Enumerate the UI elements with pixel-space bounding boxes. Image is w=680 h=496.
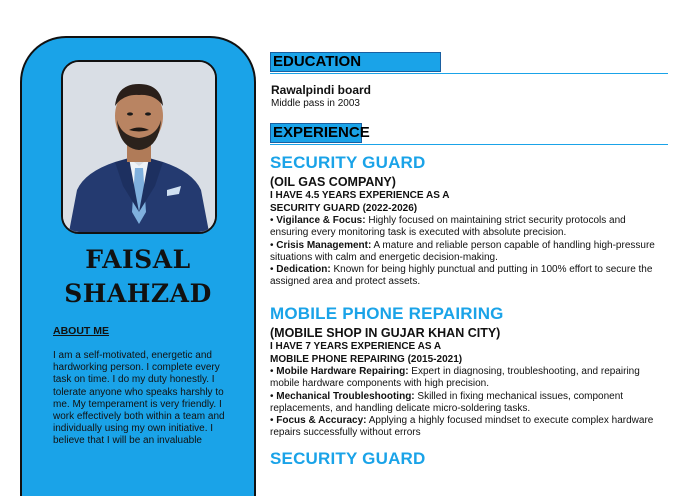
experience-heading: EXPERIENCE (270, 123, 362, 143)
bullet-label: Crisis Management: (276, 239, 372, 251)
name-first: FAISAL (85, 245, 191, 274)
job-title: SECURITY GUARD (270, 449, 426, 468)
profile-photo (61, 60, 217, 234)
job-experience-line: MOBILE PHONE REPAIRING (2015-2021) (270, 353, 463, 365)
bullet-text: Highly focused on maintaining strict security protocols and ensuring every monitoring task is executed with absolute precision. (270, 215, 626, 239)
job-company: (OIL GAS COMPANY) (270, 175, 396, 189)
bullet-text: Applying a highly focused mindset to execute complex hardware repairs successfully without errors (270, 415, 654, 439)
job-bullet: • Crisis Management: A mature and reliable person capable of handling high-pressure situations with calm and energetic decision-making. (270, 239, 655, 263)
job-bullet: • Focus & Accuracy: Applying a highly focused mindset to execute complex hardware repairs successfully without errors (270, 415, 654, 439)
bullet-label: Focus & Accuracy: (276, 415, 367, 427)
bullet-label: Dedication: (276, 264, 331, 276)
sidebar (20, 36, 256, 496)
bullet-label: Vigilance & Focus: (276, 215, 366, 226)
bullet-text: Skilled in fixing mechanical issues, component replacements, and handling delicate micro-soldering tasks. (270, 390, 624, 414)
bullet-text: Expert in diagnosing, troubleshooting, and repairing mobile hardware components with high precision. (270, 366, 640, 390)
education-detail: Middle pass in 2003 (271, 98, 360, 109)
bullet-text: Known for being highly punctual and putting in 100% effort to secure the assigned area and protect assets. (270, 264, 653, 288)
bullet-label: Mobile Hardware Repairing: (276, 366, 409, 377)
portrait-image (63, 62, 215, 232)
job-bullet: • Mechanical Troubleshooting: Skilled in fixing mechanical issues, component replacements, and handling delicate micro-soldering tasks. (270, 390, 624, 414)
about-text: I am a self-motivated, energetic and hardworking person. I complete every task on time. I do my duty honestly. I tolerate anyone who speaks harshly to me. My temperament is very friendly. I work effectively both within a team and individually using my own initiative. I believe that I will be an invaluable (53, 350, 225, 447)
job-experience-line: I HAVE 7 YEARS EXPERIENCE AS A (270, 341, 442, 352)
job-title: MOBILE PHONE REPAIRING (270, 304, 504, 323)
education-institution: Rawalpindi board (271, 83, 372, 97)
job-bullet: • Vigilance & Focus: Highly focused on maintaining strict security protocols and ensuring every monitoring task is executed with absolute precision. (270, 215, 626, 239)
experience-rule (270, 144, 668, 145)
job-entry (270, 304, 666, 440)
job-experience-line: I HAVE 4.5 YEARS EXPERIENCE AS A (270, 190, 450, 201)
education-rule (270, 73, 668, 74)
job-experience-line: SECURITY GUARD (2022-2026) (270, 202, 418, 214)
job-entry (270, 449, 666, 469)
name-last: SHAHZAD (64, 279, 212, 308)
job-title: SECURITY GUARD (270, 153, 426, 172)
job-company: (MOBILE SHOP IN GUJAR KHAN CITY) (270, 326, 501, 340)
education-heading: EDUCATION (270, 52, 441, 72)
bullet-label: Mechanical Troubleshooting: (276, 390, 415, 402)
bullet-text: A mature and reliable person capable of handling high-pressure situations with calm and energetic decision-making. (270, 239, 655, 263)
about-heading: ABOUT ME (53, 325, 109, 337)
job-bullet: • Mobile Hardware Repairing: Expert in diagnosing, troubleshooting, and repairing mobile hardware components with high precision. (270, 366, 640, 390)
job-entry (270, 153, 666, 289)
job-bullet: • Dedication: Known for being highly punctual and putting in 100% effort to secure the assigned area and protect assets. (270, 264, 653, 288)
